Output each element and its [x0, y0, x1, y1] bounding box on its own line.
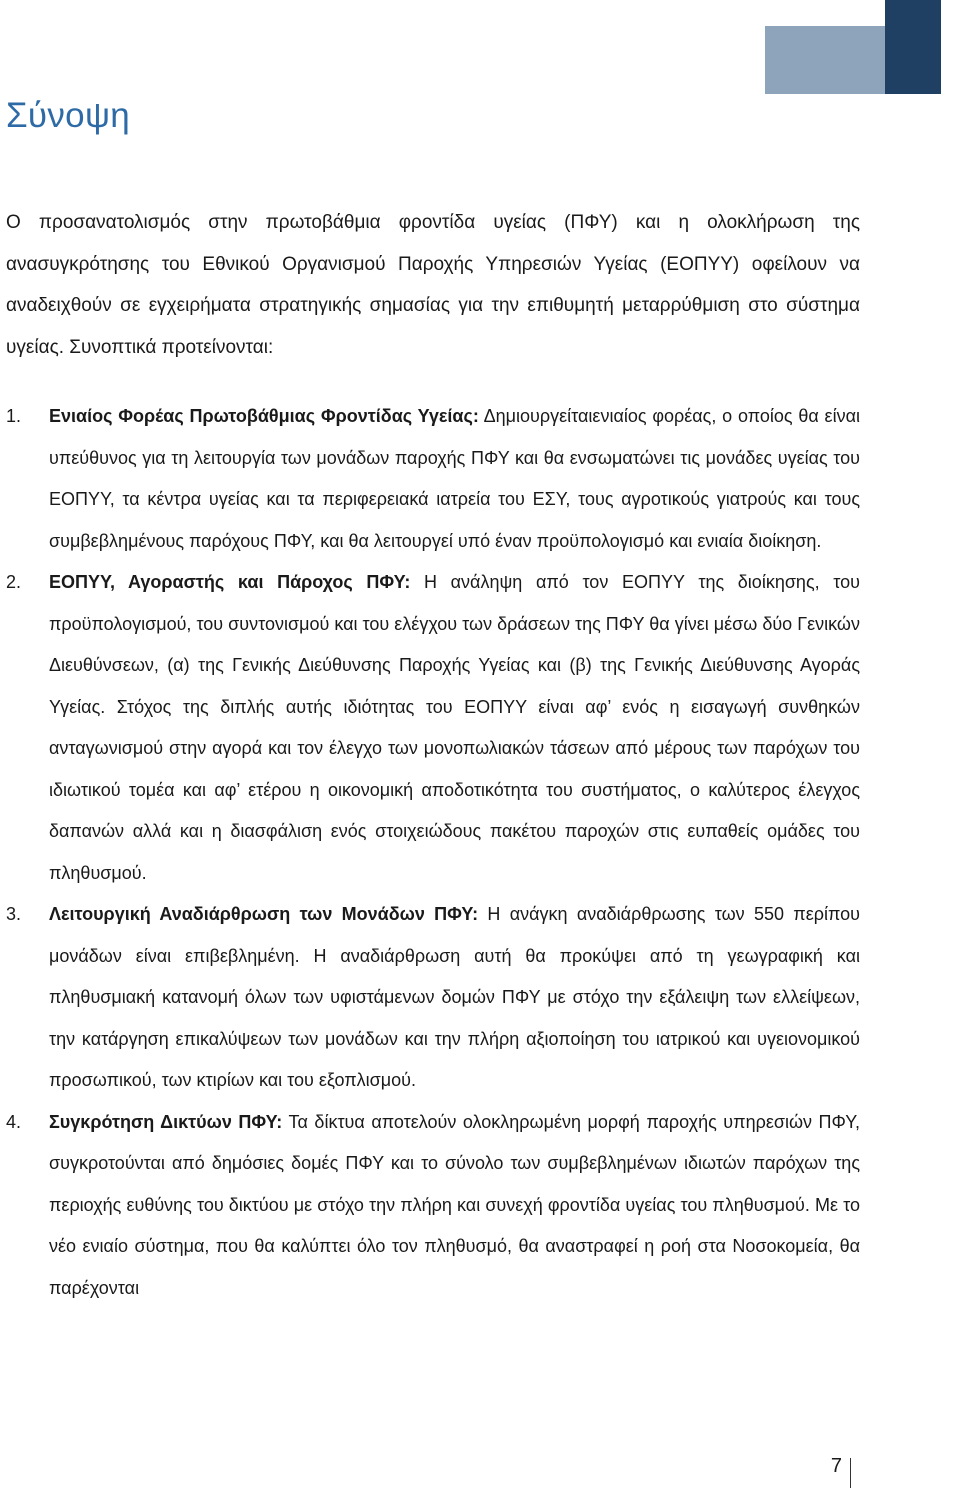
list-item-title: Λειτουργική Αναδιάρθρωση των Μονάδων ΠΦΥ: — [49, 904, 479, 924]
list-item-text: Η ανάγκη αναδιάρθρωσης των 550 περίπου μονάδων είναι επιβεβλημένη. Η αναδιάρθρωση αυτή θα προκύψει από τη γεωγραφική και πληθυσμιακή κατανομή όλων των υφιστάμενων δομών ΠΦΥ με στόχο την εξάλειψη των ελλείψεων, την κατάργηση επικαλύψεων των μονάδων και την πλήρη αξιοποίηση του ιατρικού και υγειονομικού προσωπικού, των κτιρίων και του εξοπλισμού. — [49, 904, 860, 1090]
list-item-text: Τα δίκτυα αποτελούν ολοκληρωμένη μορφή παροχής υπηρεσιών ΠΦΥ, συγκροτούνται από δημόσιες δομές ΠΦΥ και το σύνολο των συμβεβλημένων ιδιωτών παρόχων της περιοχής ευθύνης του δικτύου με στόχο την πλήρη και συνεχή φροντίδα υγείας του πληθυσμού. Με το νέο ενιαίο σύστημα, που θα καλύπτει όλο τον πληθυσμό, θα αναστραφεί η ροή στα Νοσοκομεία, θα παρέχονται — [49, 1111, 860, 1298]
list-item-title: ΕΟΠΥΥ, Αγοραστής και Πάροχος ΠΦΥ: — [49, 572, 411, 592]
list-item — [6, 1102, 860, 1310]
page-number: 7 — [830, 1455, 842, 1477]
list-number: 3. — [6, 904, 22, 924]
list-item-title: Συγκρότηση Δικτύων ΠΦΥ: — [49, 1111, 283, 1132]
intro-paragraph: Ο προσανατολισμός στην πρωτοβάθμια φροντίδα υγείας (ΠΦΥ) και η ολοκλήρωση της ανασυγκρότησης του Εθνικού Οργανισμού Παροχής Υπηρεσιών Υγείας (ΕΟΠΥΥ) οφείλουν να αναδειχθούν σε εγχειρήματα στρατηγικής σημασίας για την επιθυμητή μεταρρύθμιση στο σύστημα υγείας. Συνοπτικά προτείνονται: — [6, 212, 860, 358]
page-title: Σύνοψη — [6, 96, 130, 135]
list-number: 4. — [6, 1111, 22, 1132]
list-number: 1. — [6, 406, 22, 426]
list-item-title: Ενιαίος Φορέας Πρωτοβάθμιας Φροντίδας Υγείας: — [49, 406, 479, 426]
list-item — [6, 396, 860, 562]
header-decoration-dark — [885, 0, 941, 94]
list-item-text: Δημιουργείταιενιαίος φορέας, ο οποίος θα είναι υπεύθυνος για τη λειτουργία των μονάδων παροχής ΠΦΥ και θα ενσωματώνει τις μονάδες υγείας του ΕΟΠΥΥ, τα κέντρα υγείας και τα περιφερειακά ιατρεία του ΕΣΥ, τους αγροτικούς γιατρούς και τους συμβεβλημένους παρόχους ΠΦΥ, και θα λειτουργεί υπό έναν προϋπολογισμό και ενιαία διοίκηση. — [49, 406, 860, 551]
list-item — [6, 562, 860, 894]
page-number-divider — [850, 1458, 851, 1488]
list-number: 2. — [6, 572, 22, 592]
header-decoration-gap — [941, 0, 960, 94]
proposal-list — [6, 396, 860, 1309]
list-item — [6, 894, 860, 1102]
list-item-text: Η ανάληψη από τον ΕΟΠΥΥ της διοίκησης, του προϋπολογισμού, του συντονισμού και του ελέγχου των δράσεων της ΠΦΥ θα γίνει μέσω δύο Γενικών Διευθύνσεων, (α) της Γενικής Διεύθυνσης Παροχής Υγείας και (β) της Γενικής Διεύθυνσης Αγοράς Υγείας. Στόχος της διπλής αυτής ιδιότητας του ΕΟΠΥΥ είναι αφ’ ενός η εισαγωγή συνθηκών ανταγωνισμού στην αγορά και τον έλεγχο των μονοπωλιακών τάσεων από μέρους των παρόχων του ιδιωτικού τομέα και αφ’ ετέρου η οικονομική αποδοτικότητα του συστήματος, ο καλύτερος έλεγχος δαπανών αλλά και η διασφάλιση ενός στοιχειώδους πακέτου παροχών στις ευπαθείς ομάδες του πληθυσμού. — [49, 572, 860, 883]
